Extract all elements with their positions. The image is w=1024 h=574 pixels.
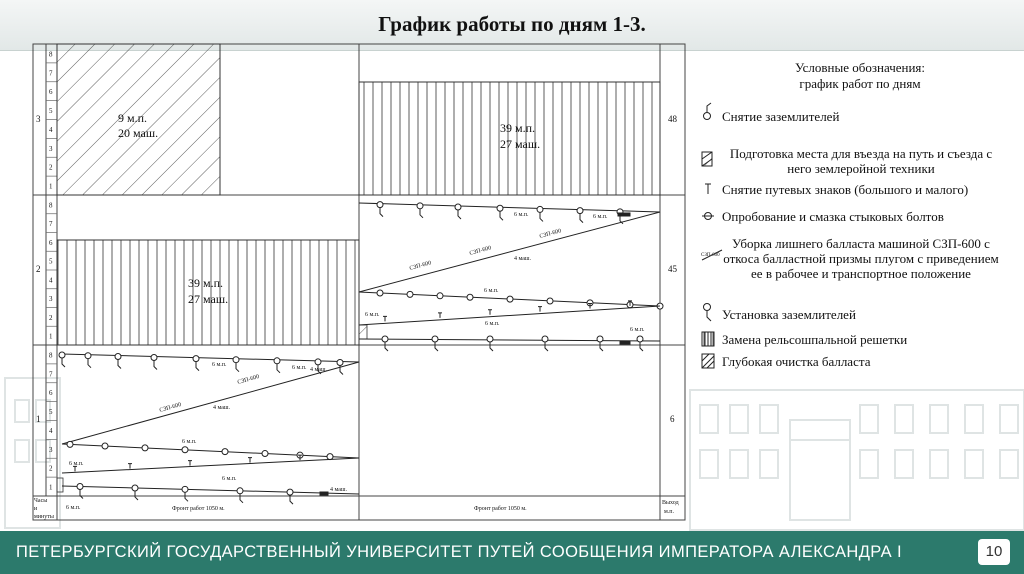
bolt-marker — [577, 208, 583, 214]
grounding-marker — [420, 209, 423, 218]
end-marker — [320, 492, 328, 495]
bolt-marker — [85, 353, 91, 359]
end-marker — [618, 213, 630, 216]
hour-label: 8 — [49, 351, 53, 360]
grounding-marker — [240, 494, 243, 503]
legend-item: Уборка лишнего балласта машиной СЗП-600 с откоса балластной призмы плугом с приведением ее в рабочее и транспортное положение — [723, 236, 999, 281]
bolt-marker — [467, 294, 473, 300]
bolt-marker — [417, 203, 423, 209]
day-label: 3 — [36, 114, 41, 124]
grounding-marker — [640, 342, 643, 351]
grounding-marker — [435, 342, 438, 351]
block-label-line2: 27 маш. — [188, 292, 229, 306]
grounding-marker — [580, 214, 583, 223]
sign-marker — [538, 307, 542, 312]
bolt-marker — [542, 336, 548, 342]
sign-marker — [488, 310, 492, 315]
line-label: СЗП-600 — [468, 245, 493, 257]
legend-item: Опробование и смазка стыковых болтов — [722, 209, 944, 224]
page-number: 10 — [978, 539, 1010, 565]
bolt-marker — [67, 441, 73, 447]
hatched-start-marker-day1 — [57, 478, 63, 492]
block-label-line1: 39 м.п. — [500, 121, 536, 135]
bolt-circle-icon — [700, 209, 720, 223]
bolt-marker — [487, 336, 493, 342]
hour-label: 6 — [49, 238, 53, 247]
line-label: 4 маш. — [213, 405, 231, 411]
day-label: 2 — [36, 264, 41, 274]
day-label: 1 — [36, 414, 41, 424]
bolt-marker — [115, 354, 121, 360]
hour-label: 5 — [49, 408, 53, 417]
page-title: График работы по дням 1-3. — [378, 12, 646, 36]
hour-label: 6 — [49, 389, 53, 398]
legend-item: Глубокая очистка балласта — [722, 354, 871, 369]
legend-item: Снятие путевых знаков (большого и малого) — [722, 182, 969, 197]
bolt-marker — [537, 206, 543, 212]
hour-label: 3 — [49, 295, 53, 304]
grounding-marker — [196, 362, 199, 371]
grounding-marker — [290, 495, 293, 504]
track-sign-icon — [700, 182, 720, 196]
line-label: 6 м.п. — [485, 321, 500, 327]
grounding-marker — [385, 342, 388, 351]
line-label: 6 м.п. — [630, 327, 645, 333]
sign-marker — [438, 313, 442, 318]
legend-item: Установка заземлителей — [722, 307, 856, 322]
line-label: 6 м.п. — [514, 212, 529, 218]
bolt-marker — [432, 336, 438, 342]
bolt-marker — [193, 356, 199, 362]
bottom-small-label: 6 м.п. — [66, 505, 81, 511]
sign-marker — [73, 466, 77, 471]
hour-label: 5 — [49, 257, 53, 266]
bolt-marker — [142, 445, 148, 451]
bolt-marker — [437, 293, 443, 299]
front-right-label: Фронт работ 1050 м. — [474, 506, 527, 512]
exit-value: 48 — [668, 114, 677, 124]
grounding-marker — [458, 210, 461, 219]
sign-marker — [383, 316, 387, 321]
bolt-marker — [151, 354, 157, 360]
hour-label: 1 — [49, 182, 53, 191]
bolt-marker — [455, 204, 461, 210]
bolt-marker — [315, 359, 321, 365]
front-left-label: Фронт работ 1050 м. — [172, 506, 225, 512]
bolt-marker — [262, 451, 268, 457]
grounding-marker — [540, 212, 543, 221]
grounding-marker — [490, 342, 493, 351]
line-label: 6 м.п. — [212, 362, 227, 368]
line-label: СЗП-600 — [236, 373, 261, 386]
bolt-marker — [132, 485, 138, 491]
szp-line-icon — [700, 248, 724, 262]
hour-label: 2 — [49, 163, 53, 172]
install-grounding-icon — [700, 302, 720, 324]
operation-line — [359, 212, 660, 292]
grounding-marker — [154, 360, 157, 369]
operation-line — [62, 362, 359, 444]
svg-text:м.п.: м.п. — [664, 509, 675, 515]
operation-line — [359, 203, 660, 212]
line-label: 4 маш. — [514, 256, 532, 262]
hatched-start-marker — [359, 325, 367, 339]
grounding-marker — [545, 342, 548, 351]
footer-bar — [0, 531, 1024, 574]
hour-label: 4 — [49, 276, 53, 285]
hour-label: 3 — [49, 144, 53, 153]
grounding-marker — [80, 489, 83, 498]
grounding-marker — [236, 363, 239, 372]
legend-subtitle: график работ по дням — [799, 76, 921, 91]
university-name: ПЕТЕРБУРГСКИЙ ГОСУДАРСТВЕННЫЙ УНИВЕРСИТЕТ ПУТЕЙ СООБЩЕНИЯ ИМПЕРАТОРА АЛЕКСАНДРА I — [16, 543, 902, 561]
operation-line — [359, 306, 660, 325]
exit-value: 6 — [670, 414, 675, 424]
hour-label: 6 — [49, 88, 53, 97]
line-label: 6 м.п. — [484, 288, 499, 294]
hour-label: 1 — [49, 483, 53, 492]
line-label: 6 м.п. — [69, 461, 84, 467]
hour-label: 8 — [49, 201, 53, 210]
operation-line — [62, 486, 359, 494]
bolt-marker — [233, 357, 239, 363]
bolt-marker — [637, 336, 643, 342]
bolt-marker — [597, 336, 603, 342]
hour-label: 7 — [49, 69, 53, 78]
grounding-marker — [277, 364, 280, 373]
grounding-marker — [135, 491, 138, 500]
bolt-marker — [182, 486, 188, 492]
bolt-marker — [59, 352, 65, 358]
line-label: СЗП-600 — [538, 228, 563, 240]
hour-label: 4 — [49, 125, 53, 134]
hour-label: 7 — [49, 220, 53, 229]
svg-text:СЗП-600: СЗП-600 — [701, 253, 720, 258]
sign-marker — [188, 461, 192, 466]
bolt-marker — [377, 290, 383, 296]
line-label: 6 м.п. — [593, 214, 608, 220]
grounding-marker — [600, 342, 603, 351]
hour-label: 2 — [49, 464, 53, 473]
bolt-marker — [182, 447, 188, 453]
bolt-marker — [382, 336, 388, 342]
bolt-marker — [222, 449, 228, 455]
bolt-marker — [102, 443, 108, 449]
operation-line — [62, 458, 359, 473]
line-label: 4 маш. — [310, 367, 328, 373]
grounding-marker — [185, 492, 188, 501]
hours-minutes-label: Часы — [34, 498, 48, 504]
hour-label: 4 — [49, 426, 53, 435]
bolt-marker — [337, 360, 343, 366]
bolt-marker — [237, 488, 243, 494]
hour-label: 2 — [49, 313, 53, 322]
operation-line — [62, 354, 359, 362]
grounding-marker — [380, 208, 383, 217]
operation-line — [359, 339, 660, 341]
line-label: 6 м.п. — [365, 312, 380, 318]
line-label: 6 м.п. — [222, 476, 237, 482]
grounding-marker — [500, 211, 503, 220]
sign-marker — [248, 458, 252, 463]
hour-label: 1 — [49, 332, 53, 341]
line-label: СЗП-600 — [158, 401, 183, 414]
grounding-marker — [88, 359, 91, 368]
exit-mp-label: Выход — [662, 500, 679, 506]
hour-label: 8 — [49, 50, 53, 59]
hours-minutes-label-tail: минуты — [34, 514, 54, 520]
hour-label: 3 — [49, 445, 53, 454]
diagonal-hatch-icon — [700, 352, 720, 370]
block-label-line2: 20 маш. — [118, 126, 159, 140]
hatched-block-icon — [700, 150, 720, 168]
sign-marker — [128, 464, 132, 469]
bolt-marker — [327, 454, 333, 460]
block-label-line1: 39 м.п. — [188, 276, 224, 290]
bolt-marker — [507, 296, 513, 302]
line-label: 4 маш. — [330, 487, 348, 493]
hour-label: 7 — [49, 370, 53, 379]
legend-item: Снятие заземлителей — [722, 109, 840, 124]
bolt-marker — [497, 205, 503, 211]
bolt-marker — [274, 358, 280, 364]
legend-title: Условные обозначения: — [794, 60, 926, 75]
line-label: 6 м.п. — [182, 439, 197, 445]
exit-value: 45 — [668, 264, 677, 274]
grounding-marker — [62, 358, 65, 367]
line-label: СЗП-600 — [408, 260, 433, 272]
block-label-line1: 9 м.п. — [118, 111, 148, 125]
grounding-marker — [118, 360, 121, 369]
svg-text:и: и — [34, 506, 38, 512]
bolt-marker — [547, 298, 553, 304]
bolt-marker — [377, 202, 383, 208]
vertical-hatch-icon — [700, 330, 720, 348]
bolt-marker — [77, 483, 83, 489]
legend-item: Подготовка места для въезда на путь и съезда с него землеройной техники — [729, 146, 993, 176]
remove-grounding-icon — [700, 102, 720, 124]
bolt-marker — [407, 291, 413, 297]
line-label: 6 м.п. — [292, 365, 307, 371]
end-marker — [620, 341, 630, 344]
legend-item: Замена рельсошпальной решетки — [722, 332, 908, 347]
bolt-marker — [287, 489, 293, 495]
block-label-line2: 27 маш. — [500, 137, 541, 151]
hour-label: 5 — [49, 107, 53, 116]
